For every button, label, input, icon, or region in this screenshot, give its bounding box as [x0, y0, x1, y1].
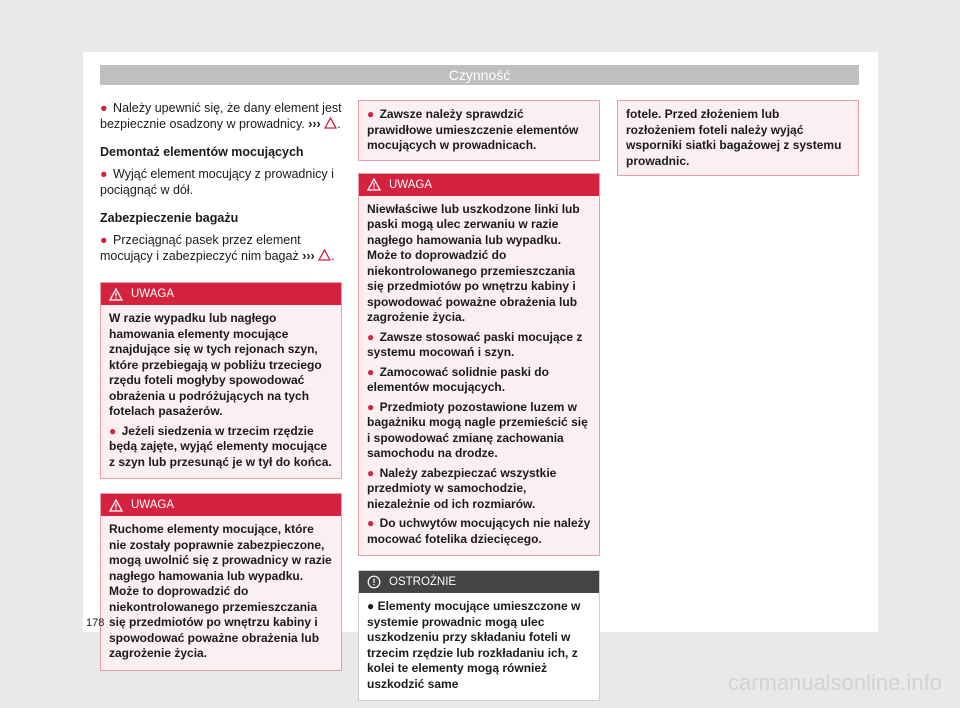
warning-box-continued	[617, 100, 859, 176]
warning-triangle-icon	[109, 288, 123, 301]
bullet-icon: ●	[367, 107, 375, 121]
warning-label: UWAGA	[389, 178, 433, 191]
warning-box-header	[101, 494, 341, 516]
page-number: 178	[86, 617, 105, 629]
list-item: ● Zawsze stosować paski mocujące z systemu mocowań i szyn.	[367, 329, 583, 359]
cross-reference[interactable]: ›››	[308, 117, 321, 131]
warning-text: fotele. Przed złożeniem lub rozłożeniem foteli należy wyjąć wsporniki siatki bagażowej z systemu prowadnic.	[626, 107, 842, 168]
warning-label: UWAGA	[131, 499, 175, 511]
bullet-icon: ●	[100, 167, 108, 181]
bullet-icon: ●	[109, 423, 117, 438]
list-item: ● Elementy mocujące umieszczone w systemie prowadnic mogą ulec uszkodzeniu przy składaniu foteli w trzecim rzędzie lub rozkładaniu ich, z kolei te elementy mogą również uszkodzić same	[367, 599, 581, 691]
bullet-icon: ●	[100, 101, 108, 115]
section-heading: Zabezpieczenie bagażu	[100, 211, 239, 225]
bullet-icon: ●	[367, 364, 375, 379]
bullet-icon: ●	[367, 516, 375, 530]
bullet-icon: ●	[367, 465, 375, 480]
page-header: Czynność	[100, 65, 859, 85]
bullet-icon: ●	[367, 329, 375, 344]
column-2	[358, 100, 600, 701]
list-item: ● Należy zabezpieczać wszystkie przedmioty w samochodzie, niezależnie od ich rozmiarów.	[367, 465, 557, 511]
info-circle-icon	[367, 575, 381, 589]
warning-box-continued	[358, 100, 600, 161]
warning-triangle-icon[interactable]	[318, 249, 331, 261]
warning-triangle-icon	[109, 499, 123, 512]
list-item: ● Wyjąć element mocujący z prowadnicy i pociągnąć w dół.	[100, 167, 334, 197]
list-item: ● Zawsze należy sprawdzić prawidłowe umieszczenie elementów mocujących w prowadnicach.	[367, 107, 579, 152]
warning-triangle-icon[interactable]	[324, 117, 337, 129]
warning-triangle-icon	[367, 178, 381, 191]
warning-box	[358, 173, 600, 557]
caution-box-body	[359, 593, 599, 700]
list-item: ● Do uchwytów mocujących nie należy mocować fotelika dziecięcego.	[367, 516, 591, 546]
caution-label: OSTROŻNIE	[389, 576, 457, 588]
warning-box-body	[359, 196, 599, 556]
bullet-icon: ●	[367, 599, 375, 613]
list-item: ● Należy upewnić się, że dany element jest bezpiecznie osadzony w prowadnicy. ››› .	[100, 101, 342, 131]
list-item: ● Jeżeli siedzenia w trzecim rzędzie będą zajęte, wyjąć elementy mocujące z szyn lub przesunąć je w tył do końca.	[109, 423, 332, 469]
column-3	[617, 100, 859, 176]
warning-box-header	[359, 174, 599, 196]
list-item: ● Przedmioty pozostawione luzem w bagażniku mogą nagle przemieścić się i spowodować zmianę zachowania samochodu na drodze.	[367, 399, 588, 460]
column-1	[100, 100, 342, 671]
warning-box-body	[101, 305, 341, 478]
warning-box	[100, 282, 342, 479]
list-item: ● Przeciągnąć pasek przez element mocujący i zabezpieczyć nim bagaż ››› .	[100, 233, 335, 263]
watermark: carmanualsonline.info	[727, 670, 942, 695]
cross-reference[interactable]: ›››	[302, 249, 315, 263]
warning-box-body	[101, 516, 341, 670]
caution-box-header	[359, 571, 599, 593]
warning-text: W razie wypadku lub nagłego hamowania elementy mocujące znajdujące się w tych rejonach szyn, które przebiegają w pobliżu trzeciego rzędu foteli mogłyby spowodować obrażenia u podróżujących na tych fotelach pasażerów.	[109, 311, 322, 418]
bullet-icon: ●	[100, 233, 108, 247]
caution-box	[358, 570, 600, 701]
warning-label: UWAGA	[131, 288, 175, 300]
warning-box-header	[101, 283, 341, 305]
warning-text: Niewłaściwe lub uszkodzone linki lub paski mogą ulec zerwaniu w razie nagłego hamowania lub wypadku. Może to doprowadzić do niekontrolowanego przemieszczania się przedmiotów po wnętrzu kabiny i spowodować poważne obrażenia lub zagrożenie życia.	[367, 201, 580, 324]
bullet-icon: ●	[367, 399, 375, 414]
warning-box	[100, 493, 342, 671]
list-item: ● Zamocować solidnie paski do elementów mocujących.	[367, 364, 549, 394]
warning-text: Ruchome elementy mocujące, które nie zostały poprawnie zabezpieczone, mogą uwolnić się z prowadnicy w razie nagłego hamowania lub wypadku. Może to doprowadzić do niekontrolowanego przemieszczania się przedmiotów po wnętrzu kabiny i spowodować poważne obrażenia lub zagrożenie życia.	[109, 522, 332, 660]
section-heading: Demontaż elementów mocujących	[100, 145, 304, 159]
